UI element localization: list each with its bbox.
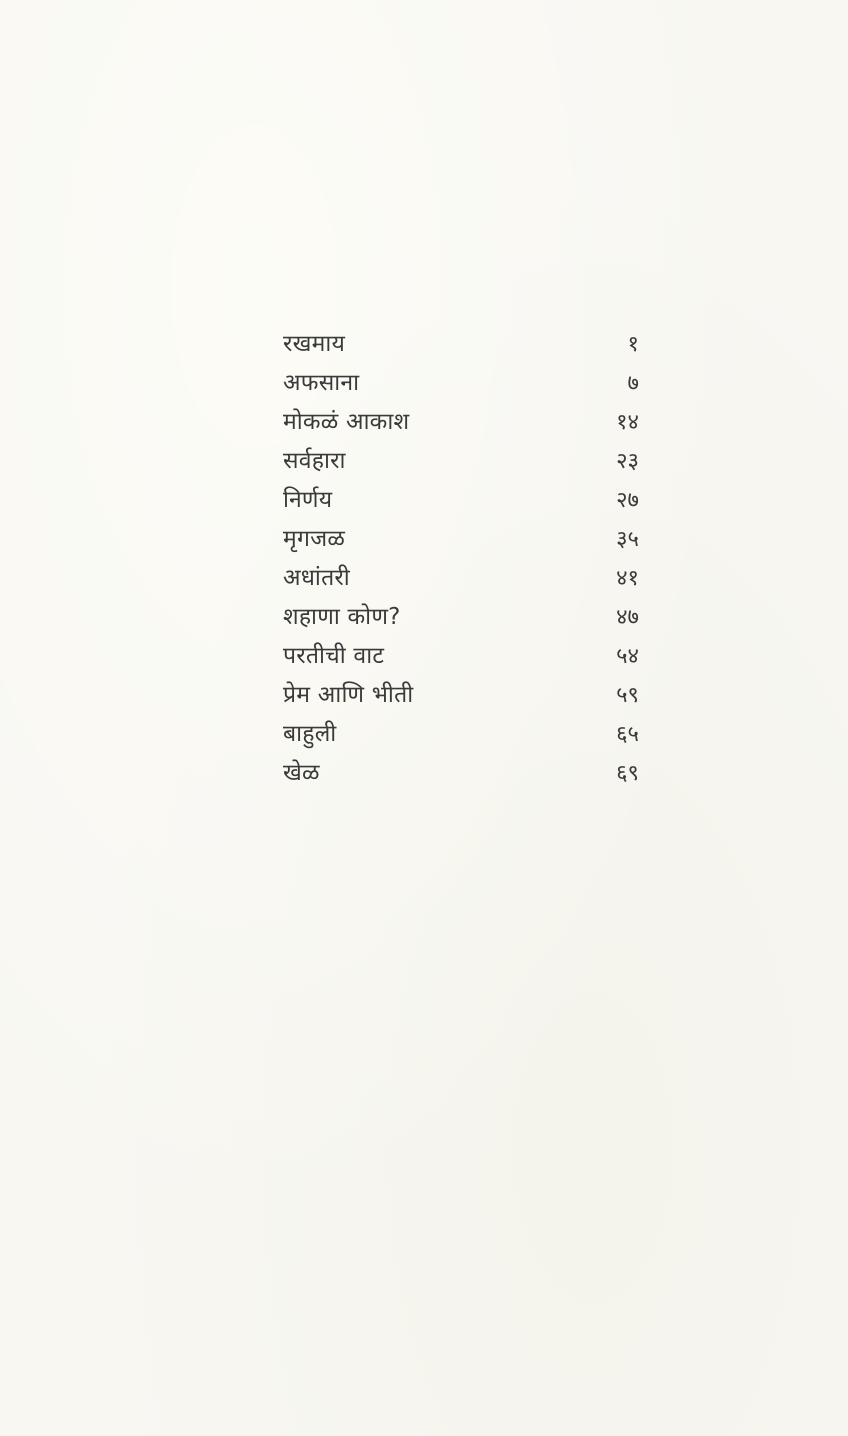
table-of-contents	[283, 325, 643, 793]
toc-entry-page-number: ७	[627, 371, 639, 396]
toc-entry-title: खेळ	[283, 760, 320, 786]
toc-entry-title: सर्वहारा	[283, 448, 346, 474]
toc-entry-title: प्रेम आणि भीती	[283, 682, 414, 708]
toc-entry	[283, 520, 643, 559]
toc-entry	[283, 754, 643, 793]
toc-entry-title: मृगजळ	[283, 526, 346, 552]
toc-entry	[283, 403, 643, 442]
toc-entry	[283, 598, 643, 637]
toc-entry-page-number: ६९	[616, 761, 639, 786]
toc-entry-page-number: ४७	[616, 605, 639, 630]
toc-entry	[283, 442, 643, 481]
toc-entry-page-number: ३५	[616, 527, 639, 552]
toc-entry-title: अधांतरी	[283, 565, 350, 591]
toc-entry-page-number: २७	[616, 488, 639, 513]
toc-entry-title: बाहुली	[283, 721, 337, 747]
toc-entry-page-number: १	[627, 332, 639, 357]
toc-entry	[283, 481, 643, 520]
toc-entry-page-number: ६५	[616, 722, 639, 747]
toc-entry-title: परतीची वाट	[283, 643, 385, 669]
toc-entry-page-number: ४१	[616, 566, 639, 591]
toc-entry-title: रखमाय	[283, 331, 346, 357]
toc-entry-page-number: १४	[616, 410, 639, 435]
toc-entry	[283, 637, 643, 676]
toc-entry-title: शहाणा कोण?	[283, 604, 401, 630]
toc-entry	[283, 559, 643, 598]
toc-entry-title: निर्णय	[283, 487, 333, 513]
toc-entry	[283, 325, 643, 364]
toc-entry-page-number: ५४	[616, 644, 639, 669]
toc-entry-page-number: २३	[616, 449, 639, 474]
toc-entry-page-number: ५९	[616, 683, 639, 708]
toc-entry-title: अफसाना	[283, 370, 360, 396]
toc-entry	[283, 676, 643, 715]
toc-entry	[283, 364, 643, 403]
toc-entry-title: मोकळं आकाश	[283, 409, 410, 435]
toc-entry	[283, 715, 643, 754]
